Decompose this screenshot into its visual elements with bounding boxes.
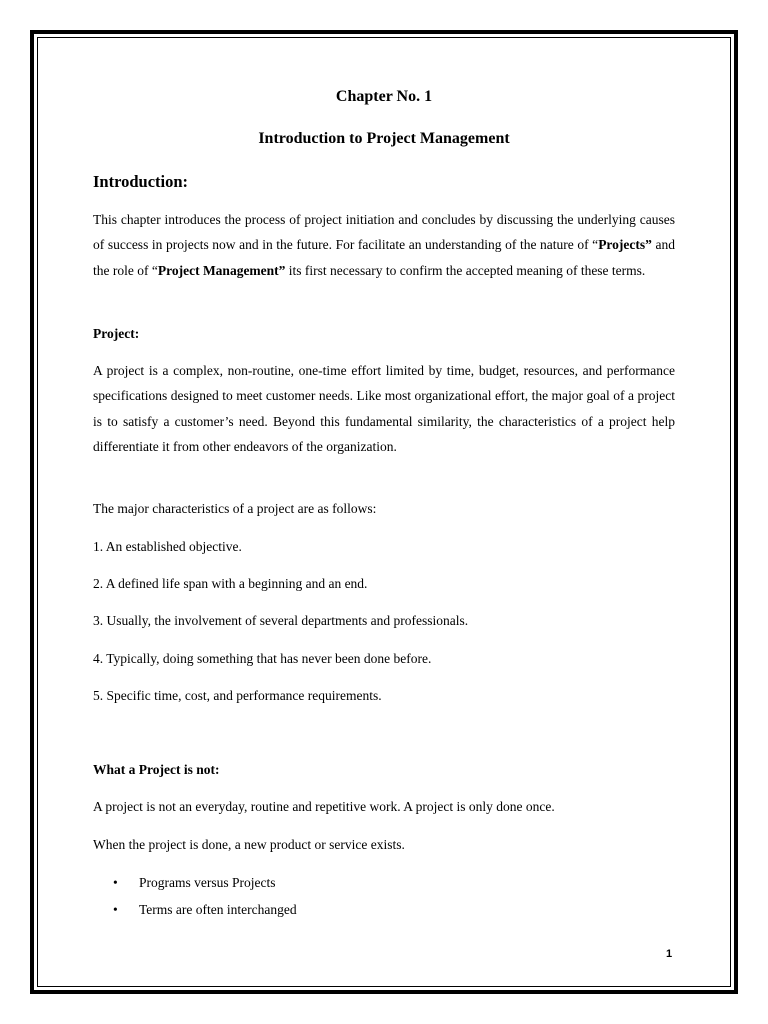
introduction-text-3: its first necessary to confirm the accepted meaning of these terms.: [285, 262, 646, 278]
characteristics-intro: The major characteristics of a project are as follows:: [93, 501, 377, 516]
introduction-text-1: This chapter introduces the process of project initiation and concludes by discussing the underlying causes of success in projects now and in the future. For facilitate an understanding of the nature of “: [93, 212, 675, 253]
page-number: 1: [666, 948, 673, 960]
bullet-text: Terms are often interchanged: [139, 902, 297, 917]
bullet-text: Programs versus Projects: [139, 875, 276, 890]
characteristic-item: 4. Typically, doing something that has never been done before.: [93, 651, 432, 666]
chapter-title: Chapter No. 1: [335, 88, 433, 105]
project-management-term: Project Management”: [157, 262, 286, 278]
what-a-project-is-not-heading: What a Project is not:: [93, 762, 220, 777]
projects-term: Projects”: [598, 237, 652, 253]
not-paragraph-line-2: When the project is done, a new product or service exists.: [93, 837, 405, 852]
characteristic-item: 3. Usually, the involvement of several departments and professionals.: [93, 613, 469, 628]
bullet-icon: •: [113, 875, 118, 890]
characteristic-item: 5. Specific time, cost, and performance requirements.: [93, 688, 382, 703]
document-title: Introduction to Project Management: [258, 130, 510, 147]
characteristic-item: 1. An established objective.: [93, 539, 242, 554]
introduction-heading: Introduction:: [93, 172, 189, 191]
bullet-list-item: [113, 874, 275, 892]
project-heading: Project:: [93, 326, 140, 341]
introduction-text-2: and the role of “: [93, 237, 675, 278]
characteristic-item: 2. A defined life span with a beginning and an end.: [93, 576, 368, 591]
introduction-paragraph: [93, 207, 675, 283]
bullet-list-item: [113, 901, 297, 919]
bullet-icon: •: [113, 902, 118, 917]
project-paragraph: A project is a complex, non-routine, one-time effort limited by time, budget, resources, and performance specifications designed to meet customer needs. Like most organizational effort, the major goal of a project is to satisfy a customer’s need. Beyond this fundamental similarity, the characteristics of a project help differentiate it from other endeavors of the organization.: [93, 363, 675, 455]
not-paragraph-line-1: A project is not an everyday, routine and repetitive work. A project is only done once.: [93, 799, 555, 814]
